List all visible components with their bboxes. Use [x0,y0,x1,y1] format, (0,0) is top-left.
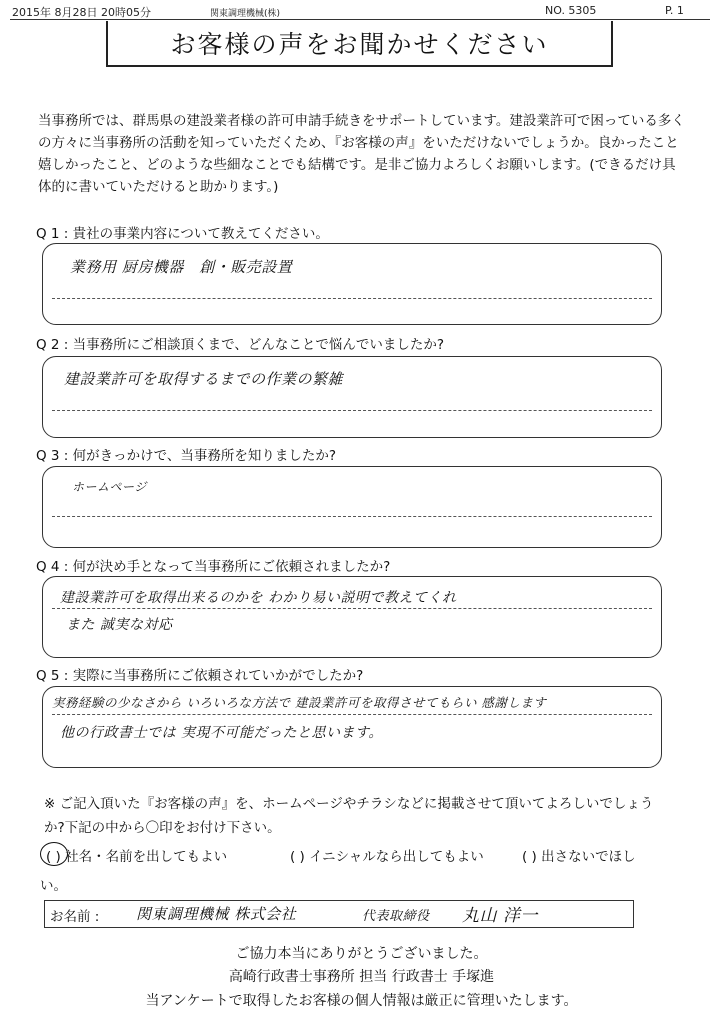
answer-2-dashed-line [52,410,652,411]
page-title: お客様の声をお聞かせください [106,21,613,67]
footer-thanks: ご協力本当にありがとうございました。 [235,946,488,962]
header-rule [10,19,710,20]
answer-5-dashed-line [52,714,652,715]
name-field-box [44,900,634,928]
footer-office: 高崎行政書士事務所 担当 行政書士 手塚進 [228,969,495,985]
question-3-label: Q 3 : 何がきっかけで、当事務所を知りましたか? [36,448,337,464]
question-4-label: Q 4 : 何が決め手となって当事務所にご依頼されましたか? [36,559,391,575]
fax-sender: 関東調理機械(株) [210,9,281,19]
question-2-label: Q 2 : 当事務所にご相談頂くまで、どんなことで悩んでいましたか? [36,337,445,353]
footer-privacy: 当アンケートで取得したお客様の個人情報は厳正に管理いたします。 [145,993,578,1009]
consent-text-line-1: ※ ご記入頂いた『お客様の声』を、ホームページやチラシなどに掲載させて頂いてよろしいでしょう [44,796,654,812]
question-1-label: Q 1 : 貴社の事業内容について教えてください。 [36,226,329,242]
consent-option-initials[interactable]: ( ) イニシャルなら出してもよい [290,849,484,865]
answer-1-line-1: 業務用 厨房機器 創・販売設置 [70,258,293,276]
consent-option-none[interactable]: ( ) 出さないでほし [522,849,636,865]
answer-4-dashed-line [52,608,652,609]
fax-number: NO. 5305 [545,4,597,17]
answer-1-dashed-line [52,298,652,299]
answer-3-dashed-line [52,516,652,517]
fax-datetime: 2015年 8月28日 20時05分 [12,6,151,19]
answer-3-line-1: ホームページ [72,480,147,494]
name-role: 代表取締役 [362,909,430,924]
question-5-label: Q 5 : 実際に当事務所にご依頼されていかがでしたか? [36,668,364,684]
consent-text-line-2: か?下記の中から〇印をお付け下さい。 [44,820,281,836]
name-field-label: お名前 : [50,909,100,925]
answer-4-line-1: 建設業許可を取得出来るのかを わかり易い説明で教えてくれ [60,590,457,606]
consent-option-none-continued: い。 [40,878,67,894]
fax-page: P. 1 [665,4,684,17]
name-company: 関東調理機械 株式会社 [136,905,297,923]
answer-4-line-2: また 誠実な対応 [66,617,173,633]
answer-5-line-2: 他の行政書士では 実現不可能だったと思います。 [60,725,383,741]
intro-paragraph: 当事務所では、群馬県の建設業者様の許可申請手続きをサポートしています。建設業許可で困っている多くの方々に当事務所の活動を知っていただくため、『お客様の声』をいただけないでしょうか。良かったこと嬉しかったこと、どのような些細なことでも結構です。是非ご協力よろしくお願いします。(できるだけ具体的に書いていただけると助かります。) [38,113,685,195]
answer-2-line-1: 建設業許可を取得するまでの作業の繁雑 [64,370,344,388]
consent-option-name[interactable]: ( ) 社名・名前を出してもよい [46,849,228,865]
name-person: 丸山 洋一 [462,906,538,926]
answer-5-line-1: 実務経験の少なさから いろいろな方法で 建設業許可を取得させてもらい 感謝します [52,695,547,710]
